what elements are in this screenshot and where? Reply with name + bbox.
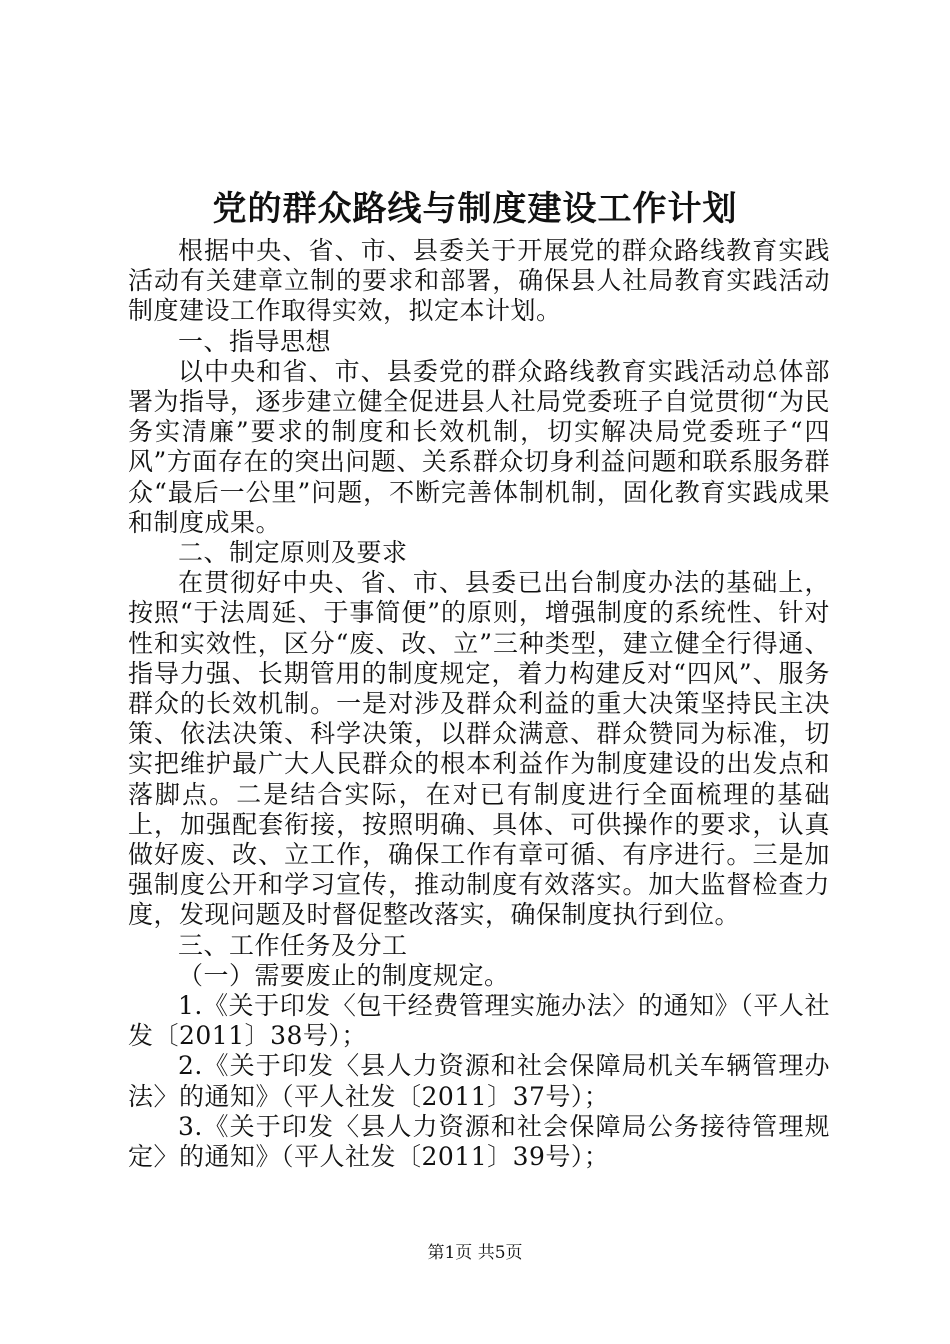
document-body — [128, 236, 830, 1172]
paragraph-principles: 在贯彻好中央、省、市、县委已出台制度办法的基础上，按照“于法周延、于事简便”的原则，增强制度的系统性、针对性和实效性，区分“废、改、立”三种类型，建立健全行得通、指导力强、长期管用的制度规定，着力构建反对“四风”、服务群众的长效机制。一是对涉及群众利益的重大决策坚持民主决策、依法决策、科学决策，以群众满意、群众赞同为标准，切实把维护最广大人民群众的根本利益作为制度建设的出发点和落脚点。二是结合实际，在对已有制度进行全面梳理的基础上，加强配套衔接，按照明确、具体、可供操作的要求，认真做好废、改、立工作，确保工作有章可循、有序进行。三是加强制度公开和学习宣传，推动制度有效落实。加大监督检查力度，发现问题及时督促整改落实，确保制度执行到位。 — [128, 568, 830, 930]
heading-tasks: 三、工作任务及分工 — [178, 930, 408, 960]
page-footer: 第1页 共5页 — [427, 1243, 523, 1263]
document-title: 党的群众路线与制度建设工作计划 — [212, 189, 738, 229]
subheading-abolish: （一）需要废止的制度规定。 — [178, 960, 510, 990]
heading-guiding-ideology: 一、指导思想 — [178, 326, 332, 356]
paragraph-guiding-ideology: 以中央和省、市、县委党的群众路线教育实践活动总体部署为指导，逐步建立健全促进县人社局党委班子自觉贯彻“为民务实清廉”要求的制度和长效机制，切实解决局党委班子“四风”方面存在的突出问题、关系群众切身利益问题和联系服务群众“最后一公里”问题，不断完善体制机制，固化教育实践成果和制度成果。 — [128, 356, 830, 537]
heading-principles: 二、制定原则及要求 — [178, 538, 408, 568]
paragraph-intro: 根据中央、省、市、县委关于开展党的群众路线教育实践活动有关建章立制的要求和部署，确保县人社局教育实践活动制度建设工作取得实效，拟定本计划。 — [128, 236, 830, 326]
list-item-1: 1.《关于印发〈包干经费管理实施办法〉的通知》（平人社发〔2011〕38号）； — [128, 991, 830, 1051]
list-item-3: 3.《关于印发〈县人力资源和社会保障局公务接待管理规定〉的通知》（平人社发〔2011〕39号）； — [128, 1111, 830, 1172]
list-item-2: 2.《关于印发〈县人力资源和社会保障局机关车辆管理办法〉的通知》（平人社发〔2011〕37号）； — [128, 1051, 830, 1111]
